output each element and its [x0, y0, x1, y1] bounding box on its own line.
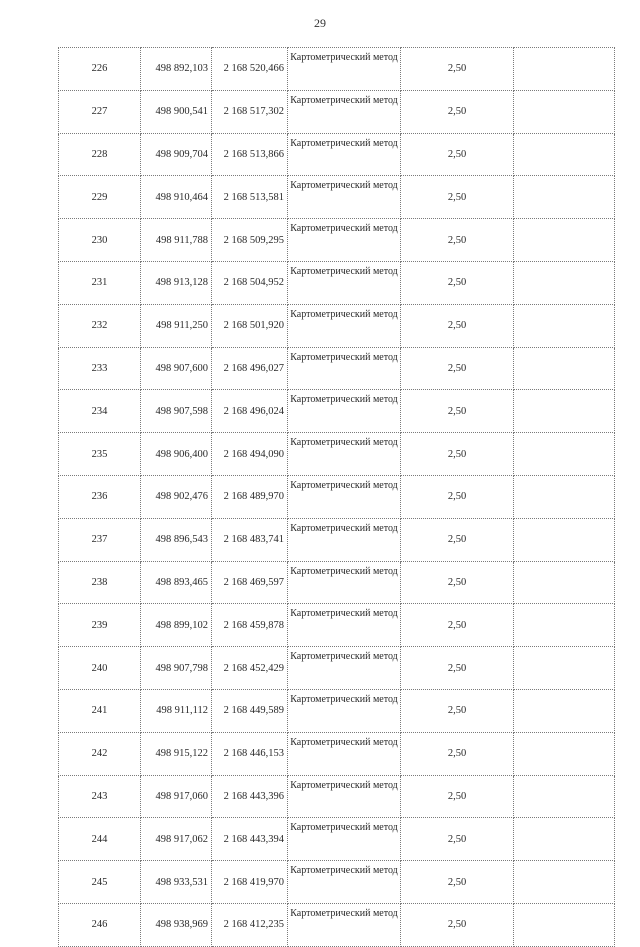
- x-coordinate-cell: 498 911,788: [141, 219, 212, 262]
- x-coordinate-cell: 498 907,598: [141, 390, 212, 433]
- point-number-cell: 234: [59, 390, 141, 433]
- y-coordinate-cell: 2 168 452,429: [212, 647, 288, 690]
- x-coordinate-cell: 498 938,969: [141, 903, 212, 946]
- accuracy-cell: 2,50: [401, 861, 514, 904]
- table-row: [59, 689, 615, 732]
- point-number-cell: 246: [59, 903, 141, 946]
- note-cell: [514, 903, 615, 946]
- method-cell: Картометрический метод: [288, 775, 401, 818]
- accuracy-cell: 2,50: [401, 475, 514, 518]
- note-cell: [514, 604, 615, 647]
- y-coordinate-cell: 2 168 513,866: [212, 133, 288, 176]
- point-number-cell: 230: [59, 219, 141, 262]
- method-cell: Картометрический метод: [288, 90, 401, 133]
- accuracy-cell: 2,50: [401, 518, 514, 561]
- table-row: [59, 90, 615, 133]
- accuracy-cell: 2,50: [401, 133, 514, 176]
- y-coordinate-cell: 2 168 494,090: [212, 433, 288, 476]
- table-row: [59, 732, 615, 775]
- table-row: [59, 647, 615, 690]
- point-number-cell: 232: [59, 304, 141, 347]
- point-number-cell: 236: [59, 475, 141, 518]
- table-row: [59, 475, 615, 518]
- note-cell: [514, 261, 615, 304]
- accuracy-cell: 2,50: [401, 689, 514, 732]
- x-coordinate-cell: 498 907,798: [141, 647, 212, 690]
- x-coordinate-cell: 498 933,531: [141, 861, 212, 904]
- method-cell: Картометрический метод: [288, 518, 401, 561]
- y-coordinate-cell: 2 168 496,024: [212, 390, 288, 433]
- y-coordinate-cell: 2 168 469,597: [212, 561, 288, 604]
- x-coordinate-cell: 498 900,541: [141, 90, 212, 133]
- point-number-cell: 233: [59, 347, 141, 390]
- accuracy-cell: 2,50: [401, 219, 514, 262]
- accuracy-cell: 2,50: [401, 604, 514, 647]
- accuracy-cell: 2,50: [401, 732, 514, 775]
- y-coordinate-cell: 2 168 483,741: [212, 518, 288, 561]
- point-number-cell: 242: [59, 732, 141, 775]
- note-cell: [514, 561, 615, 604]
- x-coordinate-cell: 498 892,103: [141, 48, 212, 91]
- page-number: 29: [314, 16, 326, 30]
- accuracy-cell: 2,50: [401, 561, 514, 604]
- point-number-cell: 226: [59, 48, 141, 91]
- y-coordinate-cell: 2 168 489,970: [212, 475, 288, 518]
- method-cell: Картометрический метод: [288, 647, 401, 690]
- table-row: [59, 48, 615, 91]
- accuracy-cell: 2,50: [401, 903, 514, 946]
- y-coordinate-cell: 2 168 412,235: [212, 903, 288, 946]
- table-row: [59, 775, 615, 818]
- table-row: [59, 176, 615, 219]
- method-cell: Картометрический метод: [288, 475, 401, 518]
- method-cell: Картометрический метод: [288, 861, 401, 904]
- table-row: [59, 818, 615, 861]
- y-coordinate-cell: 2 168 517,302: [212, 90, 288, 133]
- x-coordinate-cell: 498 917,060: [141, 775, 212, 818]
- accuracy-cell: 2,50: [401, 48, 514, 91]
- note-cell: [514, 732, 615, 775]
- x-coordinate-cell: 498 911,250: [141, 304, 212, 347]
- y-coordinate-cell: 2 168 509,295: [212, 219, 288, 262]
- y-coordinate-cell: 2 168 501,920: [212, 304, 288, 347]
- accuracy-cell: 2,50: [401, 90, 514, 133]
- method-cell: Картометрический метод: [288, 903, 401, 946]
- note-cell: [514, 176, 615, 219]
- x-coordinate-cell: 498 896,543: [141, 518, 212, 561]
- point-number-cell: 228: [59, 133, 141, 176]
- x-coordinate-cell: 498 906,400: [141, 433, 212, 476]
- method-cell: Картометрический метод: [288, 176, 401, 219]
- note-cell: [514, 518, 615, 561]
- coordinates-table: [58, 47, 615, 947]
- point-number-cell: 240: [59, 647, 141, 690]
- x-coordinate-cell: 498 910,464: [141, 176, 212, 219]
- x-coordinate-cell: 498 902,476: [141, 475, 212, 518]
- accuracy-cell: 2,50: [401, 647, 514, 690]
- method-cell: Картометрический метод: [288, 261, 401, 304]
- accuracy-cell: 2,50: [401, 433, 514, 476]
- table-row: [59, 604, 615, 647]
- y-coordinate-cell: 2 168 443,396: [212, 775, 288, 818]
- method-cell: Картометрический метод: [288, 732, 401, 775]
- x-coordinate-cell: 498 915,122: [141, 732, 212, 775]
- x-coordinate-cell: 498 917,062: [141, 818, 212, 861]
- table-row: [59, 561, 615, 604]
- note-cell: [514, 818, 615, 861]
- note-cell: [514, 133, 615, 176]
- method-cell: Картометрический метод: [288, 433, 401, 476]
- table-row: [59, 390, 615, 433]
- accuracy-cell: 2,50: [401, 304, 514, 347]
- table-row: [59, 347, 615, 390]
- method-cell: Картометрический метод: [288, 133, 401, 176]
- point-number-cell: 227: [59, 90, 141, 133]
- method-cell: Картометрический метод: [288, 689, 401, 732]
- y-coordinate-cell: 2 168 446,153: [212, 732, 288, 775]
- method-cell: Картометрический метод: [288, 304, 401, 347]
- point-number-cell: 241: [59, 689, 141, 732]
- x-coordinate-cell: 498 913,128: [141, 261, 212, 304]
- table-row: [59, 861, 615, 904]
- accuracy-cell: 2,50: [401, 390, 514, 433]
- note-cell: [514, 219, 615, 262]
- x-coordinate-cell: 498 907,600: [141, 347, 212, 390]
- note-cell: [514, 304, 615, 347]
- method-cell: Картометрический метод: [288, 347, 401, 390]
- note-cell: [514, 861, 615, 904]
- accuracy-cell: 2,50: [401, 818, 514, 861]
- accuracy-cell: 2,50: [401, 176, 514, 219]
- method-cell: Картометрический метод: [288, 561, 401, 604]
- point-number-cell: 245: [59, 861, 141, 904]
- y-coordinate-cell: 2 168 520,466: [212, 48, 288, 91]
- point-number-cell: 243: [59, 775, 141, 818]
- table-row: [59, 219, 615, 262]
- point-number-cell: 239: [59, 604, 141, 647]
- y-coordinate-cell: 2 168 513,581: [212, 176, 288, 219]
- x-coordinate-cell: 498 909,704: [141, 133, 212, 176]
- note-cell: [514, 475, 615, 518]
- y-coordinate-cell: 2 168 419,970: [212, 861, 288, 904]
- point-number-cell: 231: [59, 261, 141, 304]
- note-cell: [514, 689, 615, 732]
- note-cell: [514, 647, 615, 690]
- y-coordinate-cell: 2 168 449,589: [212, 689, 288, 732]
- y-coordinate-cell: 2 168 443,394: [212, 818, 288, 861]
- method-cell: Картометрический метод: [288, 390, 401, 433]
- note-cell: [514, 347, 615, 390]
- x-coordinate-cell: 498 899,102: [141, 604, 212, 647]
- table-row: [59, 903, 615, 946]
- table-row: [59, 433, 615, 476]
- x-coordinate-cell: 498 893,465: [141, 561, 212, 604]
- note-cell: [514, 90, 615, 133]
- point-number-cell: 238: [59, 561, 141, 604]
- method-cell: Картометрический метод: [288, 818, 401, 861]
- point-number-cell: 229: [59, 176, 141, 219]
- note-cell: [514, 390, 615, 433]
- accuracy-cell: 2,50: [401, 775, 514, 818]
- y-coordinate-cell: 2 168 459,878: [212, 604, 288, 647]
- note-cell: [514, 433, 615, 476]
- table-row: [59, 518, 615, 561]
- note-cell: [514, 48, 615, 91]
- accuracy-cell: 2,50: [401, 261, 514, 304]
- point-number-cell: 244: [59, 818, 141, 861]
- table-row: [59, 133, 615, 176]
- y-coordinate-cell: 2 168 496,027: [212, 347, 288, 390]
- x-coordinate-cell: 498 911,112: [141, 689, 212, 732]
- accuracy-cell: 2,50: [401, 347, 514, 390]
- method-cell: Картометрический метод: [288, 604, 401, 647]
- point-number-cell: 235: [59, 433, 141, 476]
- method-cell: Картометрический метод: [288, 219, 401, 262]
- y-coordinate-cell: 2 168 504,952: [212, 261, 288, 304]
- method-cell: Картометрический метод: [288, 48, 401, 91]
- note-cell: [514, 775, 615, 818]
- table-row: [59, 304, 615, 347]
- point-number-cell: 237: [59, 518, 141, 561]
- table-row: [59, 261, 615, 304]
- coordinates-table-body: [59, 48, 615, 947]
